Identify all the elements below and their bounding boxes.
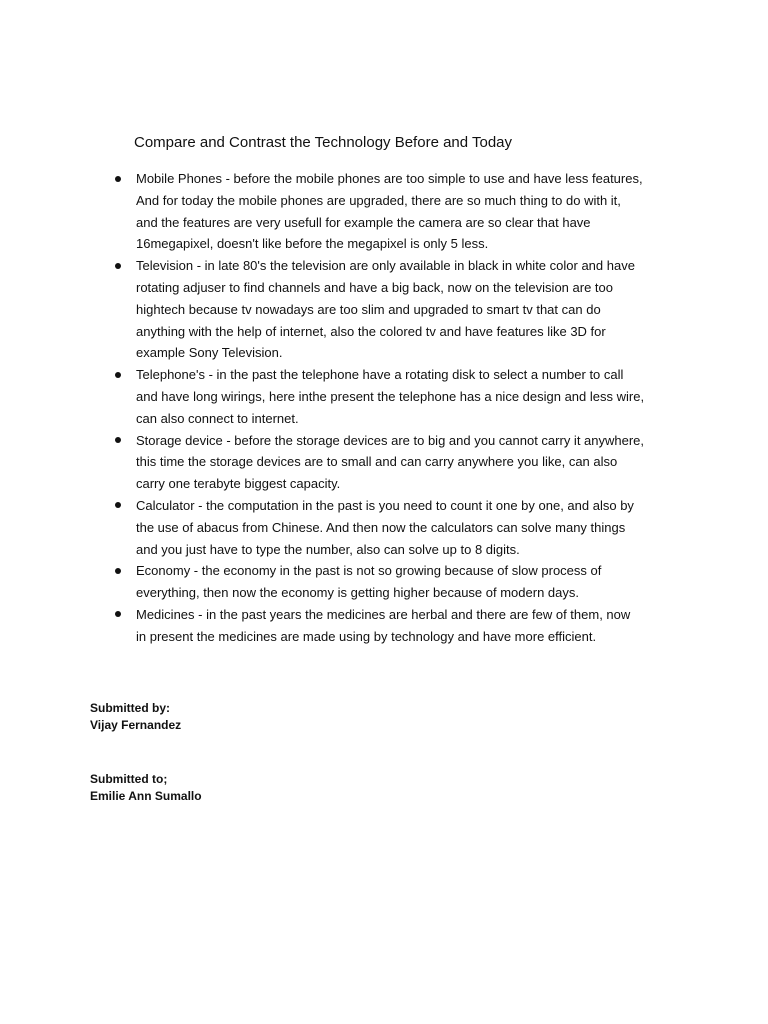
bullet-text-line: and the features are very usefull for example the camera are so clear that have	[136, 214, 591, 230]
bullet-text-line: and you just have to type the number, also can solve up to 8 digits.	[136, 541, 520, 557]
bullet-dot-icon	[115, 502, 121, 508]
bullet-text-line: everything, then now the economy is getting higher because of modern days.	[136, 585, 579, 601]
bullet-text-line: and have long wirings, here inthe present the telephone has a nice design and less wire,	[136, 388, 645, 404]
bullet-item-telephones	[136, 364, 676, 429]
bullet-text-line: Calculator - the computation in the past is you need to count it one by one, and also by	[136, 497, 634, 513]
bullet-text-line: example Sony Television.	[136, 345, 283, 361]
bullet-text-line: carry one terabyte biggest capacity.	[136, 476, 341, 492]
bullet-text-line: Telephone's - in the past the telephone have a rotating disk to select a number to call	[136, 367, 624, 383]
bullet-item-medicines	[136, 604, 676, 648]
bullet-item-economy	[136, 560, 676, 604]
bullet-dot-icon	[115, 611, 121, 617]
bullet-item-mobile-phones	[136, 168, 676, 255]
bullet-dot-icon	[115, 263, 121, 269]
submitted-to-block	[90, 771, 202, 805]
bullet-text-line: hightech because tv nowadays are too slim and upgraded to smart tv that can do	[136, 301, 601, 317]
bullet-item-calculator	[136, 495, 676, 560]
bullet-text-line: Television - in late 80's the television are only available in black in white color and have	[136, 258, 635, 274]
bullet-item-television	[136, 255, 676, 364]
bullet-text-line: can also connect to internet.	[136, 410, 299, 426]
bullet-text-line: Medicines - in the past years the medicines are herbal and there are few of them, now	[136, 606, 631, 622]
submitted-to-name: Emilie Ann Sumallo	[90, 789, 202, 803]
document-title: Compare and Contrast the Technology Before and Today	[134, 134, 513, 151]
submitted-by-label: Submitted by:	[90, 701, 170, 715]
submitted-by-block	[90, 700, 181, 734]
bullet-text-line: anything with the help of internet, also the colored tv and have features like 3D for	[136, 323, 606, 339]
bullet-text-line: this time the storage devices are to small and can carry anywhere you like, can also	[136, 454, 618, 470]
bullet-dot-icon	[115, 437, 121, 443]
bullet-item-storage-device	[136, 430, 676, 495]
bullet-text-line: in present the medicines are made using by technology and have more efficient.	[136, 628, 597, 644]
bullet-list	[136, 168, 676, 648]
bullet-text-line: the use of abacus from Chinese. And then now the calculators can solve many things	[136, 519, 626, 535]
bullet-text-line: Mobile Phones - before the mobile phones are too simple to use and have less features,	[136, 171, 643, 186]
bullet-dot-icon	[115, 176, 121, 182]
submitted-to-label: Submitted to;	[90, 772, 168, 786]
submitted-by-name: Vijay Fernandez	[90, 718, 182, 732]
bullet-dot-icon	[115, 372, 121, 378]
bullet-text-line: rotating adjuser to find channels and have a big back, now on the television are too	[136, 279, 613, 295]
bullet-text-line: Economy - the economy in the past is not so growing because of slow process of	[136, 563, 602, 579]
bullet-text-line: Storage device - before the storage devices are to big and you cannot carry it anywhere,	[136, 432, 645, 448]
bullet-text-line: And for today the mobile phones are upgraded, there are so much thing to do with it,	[136, 192, 621, 208]
bullet-text-line: 16megapixel, doesn't like before the megapixel is only 5 less.	[136, 236, 489, 252]
bullet-dot-icon	[115, 568, 121, 574]
